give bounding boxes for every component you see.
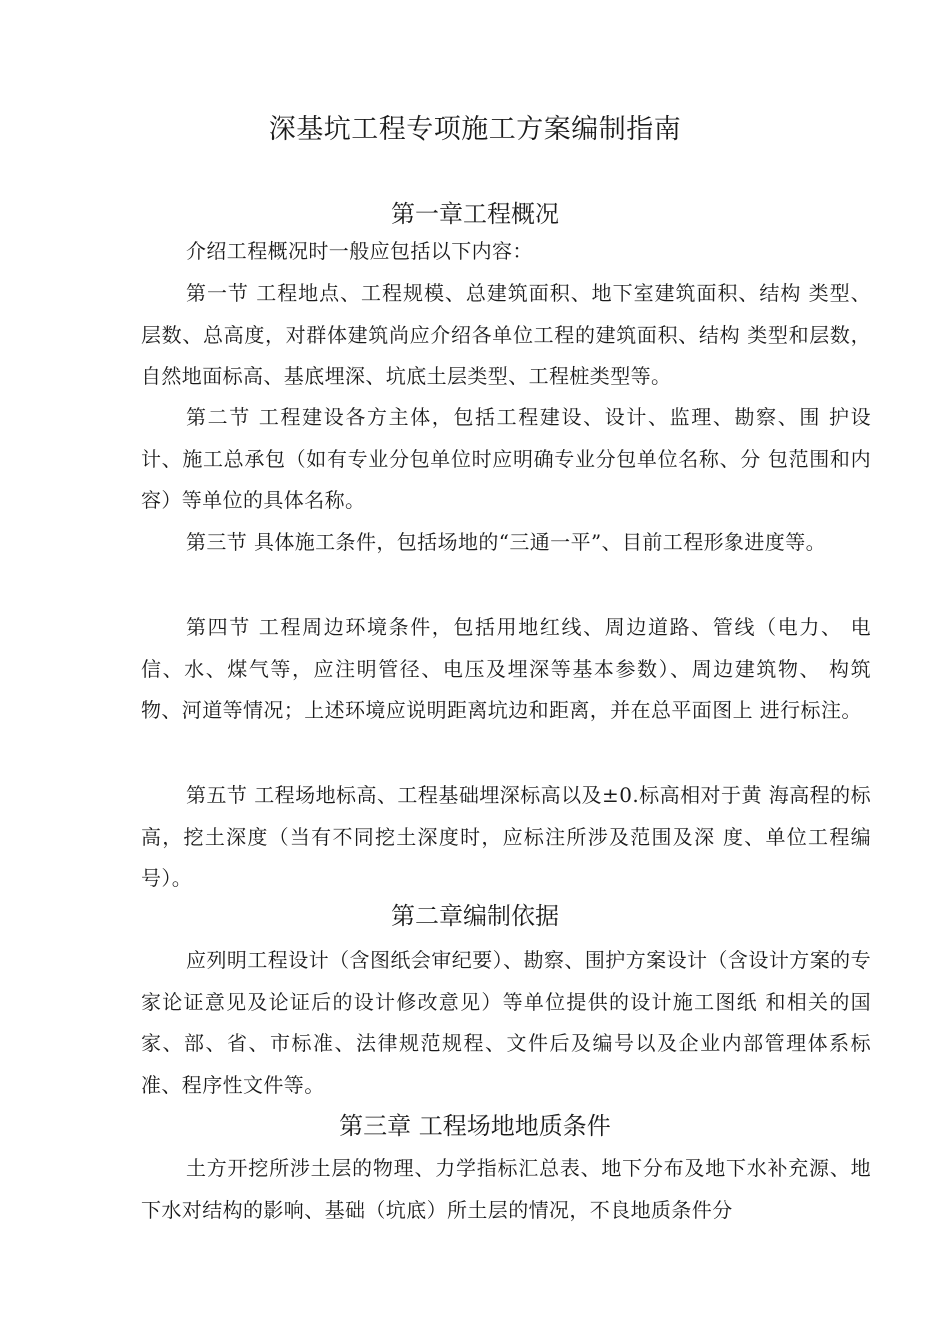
chapter-1-intro: 介绍工程概况时一般应包括以下内容： — [186, 239, 533, 263]
chapter-3-heading: 第三章 工程场地地质条件 — [339, 1112, 611, 1140]
chapter-1-section-5: 第五节 工程场地标高、工程基础埋深标高以及±0.标高相对于黄 海高程的标高，挖土深度（当有不同挖土深度时，应标注所涉及范围及深 度、单位工程编号）。 — [141, 783, 871, 890]
chapter-2-heading: 第二章编制依据 — [391, 902, 559, 930]
chapter-3-body: 土方开挖所涉土层的物理、力学指标汇总表、地下分布及地下水补充源、地下水对结构的影响、基础（坑底）所土层的情况，不良地质条件分 — [141, 1156, 871, 1222]
chapter-1-section-1: 第一节 工程地点、工程规模、总建筑面积、地下室建筑面积、结构 类型、层数、总高度，对群体建筑尚应介绍各单位工程的建筑面积、结构 类型和层数，自然地面标高、基底埋深、坑底土层类型、工程桩类型等。 — [141, 281, 871, 388]
chapter-1-section-2: 第二节 工程建设各方主体，包括工程建设、设计、监理、勘察、围 护设计、施工总承包（如有专业分包单位时应明确专业分包单位名称、分 包范围和内容）等单位的具体名称。 — [141, 405, 871, 512]
chapter-1-section-3: 第三节 具体施工条件，包括场地的“三通一平”、目前工程形象进度等。 — [186, 530, 827, 554]
chapter-1-section-4: 第四节 工程周边环境条件，包括用地红线、周边道路、管线（电力、 电信、水、煤气等，应注明管径、电压及埋深等基本参数）、周边建筑物、 构筑物、河道等情况；上述环境应说明距离坑边和距离，并在总平面图上 进行标注。 — [141, 615, 871, 722]
chapter-1-heading: 第一章工程概况 — [391, 200, 559, 228]
chapter-2-body: 应列明工程设计（含图纸会审纪要）、勘察、围护方案设计（含设计方案的专家论证意见及论证后的设计修改意见）等单位提供的设计施工图纸 和相关的国家、部、省、市标准、法律规范规程、文件后及编号以及企业内部管理体系标准、程序性文件等。 — [141, 948, 871, 1097]
document-title: 深基坑工程专项施工方案编制指南 — [268, 114, 682, 145]
